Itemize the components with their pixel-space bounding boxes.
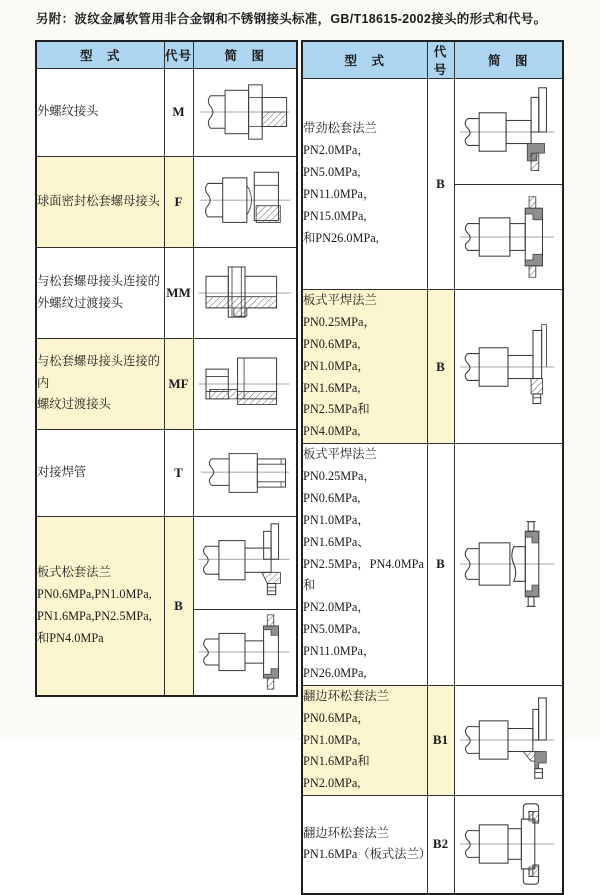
type-line: PN1.6MPa（板式法兰） bbox=[303, 847, 432, 862]
type-line: 带劲松套法兰 bbox=[303, 121, 377, 136]
type-line: 板式平焊法兰 bbox=[303, 447, 377, 462]
male-thread-adapter-diagram bbox=[196, 254, 294, 332]
diagram-cell bbox=[193, 516, 297, 609]
type-cell bbox=[36, 338, 164, 429]
diagram-cell bbox=[193, 429, 297, 516]
plate-loose-flange-bottom-diagram bbox=[196, 613, 294, 691]
type-line: PN2.5MPa，PN4.0MPa和 bbox=[303, 556, 424, 593]
diagram-cell bbox=[193, 156, 297, 247]
header-row bbox=[36, 41, 297, 68]
page-caption: 另附：波纹金属软管用非合金钢和不锈钢接头标准，GB/T18615-2002接头的形式和代号。 bbox=[36, 12, 547, 26]
diagram-cell bbox=[454, 685, 563, 795]
fitting-table-left bbox=[35, 40, 298, 697]
plate-loose-flange-top-diagram bbox=[196, 522, 294, 604]
type-line: 螺纹过渡接头 bbox=[37, 397, 111, 412]
column-header-type: 型 式 bbox=[302, 41, 427, 79]
code-cell: MF bbox=[164, 338, 193, 429]
type-cell bbox=[36, 429, 164, 516]
type-line: 外螺纹接头 bbox=[37, 104, 99, 119]
type-line: 对接焊管 bbox=[37, 464, 87, 479]
code-cell: B bbox=[164, 516, 193, 696]
type-line: PN2.0MPa，PN5.0MPa, bbox=[303, 143, 370, 180]
male-thread-fitting-diagram bbox=[196, 74, 294, 150]
table-row bbox=[36, 156, 297, 247]
butt-weld-pipe-diagram bbox=[196, 436, 294, 510]
type-cell bbox=[302, 444, 427, 686]
type-line: PN1.0MPa，PN1.6MPa、 bbox=[303, 512, 370, 549]
type-cell bbox=[36, 247, 164, 338]
type-line: PN1.0MPa，PN1.6MPa, bbox=[303, 358, 370, 395]
type-line: PN0.25MPa，PN0.6MPa, bbox=[303, 469, 376, 505]
code-cell: B bbox=[427, 290, 454, 444]
code-cell: F bbox=[164, 156, 193, 247]
table-row bbox=[302, 79, 563, 185]
diagram-cell bbox=[193, 609, 297, 696]
diagram-cell bbox=[454, 290, 563, 444]
type-line: 和PN4.0MPa bbox=[37, 630, 104, 645]
lapped-ring-plate-flange-diagram bbox=[458, 800, 558, 888]
type-line: PN0.6MPa,PN1.0MPa, bbox=[37, 586, 152, 601]
table-row bbox=[36, 247, 297, 338]
female-thread-adapter-diagram bbox=[196, 345, 294, 423]
table-row bbox=[302, 290, 563, 444]
type-line: PN11.0MPa，PN15.0MPa, bbox=[303, 187, 376, 223]
column-header-code: 代号 bbox=[164, 41, 193, 68]
table-row bbox=[36, 516, 297, 609]
diagram-cell bbox=[454, 796, 563, 894]
type-line: 与松套螺母接头连接的内 bbox=[37, 353, 160, 390]
type-line: 球面密封松套螺母接头 bbox=[37, 193, 160, 208]
type-line: 翻边环松套法兰 bbox=[303, 688, 390, 703]
type-cell bbox=[302, 685, 427, 795]
lapped-ring-loose-flange-diagram bbox=[458, 696, 558, 784]
type-line: 板式平焊法兰 bbox=[303, 293, 377, 307]
type-line: 翻边环松套法兰 bbox=[303, 825, 390, 840]
type-line: 与松套螺母接头连接的 bbox=[37, 273, 160, 288]
table-row bbox=[36, 68, 297, 156]
type-cell bbox=[36, 516, 164, 696]
type-cell bbox=[36, 156, 164, 247]
neck-loose-flange-top-diagram bbox=[458, 85, 558, 179]
type-line: PN1.6MPa,PN2.5MPa, bbox=[37, 608, 152, 623]
type-line: PN2.5MPa和PN4.0MPa, bbox=[303, 402, 370, 439]
diagram-cell bbox=[454, 444, 563, 686]
type-cell bbox=[36, 68, 164, 156]
diagram-cell bbox=[193, 68, 297, 156]
table-row bbox=[302, 685, 563, 795]
type-cell bbox=[302, 796, 432, 894]
type-line: PN2.0MPa，PN5.0MPa, bbox=[303, 600, 370, 637]
fitting-table-right bbox=[301, 40, 564, 895]
table-row bbox=[302, 444, 563, 686]
type-line: 板式松套法兰 bbox=[37, 565, 111, 579]
sphere-seal-loose-nut-fitting-diagram bbox=[196, 163, 294, 241]
type-line: PN0.25MPa，PN0.6MPa, bbox=[303, 314, 376, 351]
type-line: PN0.6MPa，PN1.0MPa, bbox=[303, 710, 370, 747]
plate-weld-flange-bolted-diagram bbox=[458, 514, 558, 614]
code-cell: MM bbox=[164, 247, 193, 338]
table-row bbox=[36, 338, 297, 429]
code-cell: B2 bbox=[427, 796, 454, 894]
type-line: 外螺纹过渡接头 bbox=[37, 295, 124, 310]
type-line: 和PN26.0MPa, bbox=[303, 230, 379, 245]
neck-loose-flange-bottom-diagram bbox=[458, 191, 558, 283]
diagram-cell bbox=[454, 185, 563, 290]
type-line: PN1.6MPa和PN2.0MPa, bbox=[303, 754, 370, 791]
diagram-cell bbox=[454, 79, 563, 185]
type-line: PN11.0MPa，PN26.0MPa, bbox=[303, 644, 376, 680]
code-cell: B bbox=[427, 79, 454, 290]
column-header-diagram: 简 图 bbox=[193, 41, 297, 68]
table-row bbox=[302, 796, 563, 894]
code-cell: B bbox=[427, 444, 454, 686]
type-cell bbox=[302, 290, 427, 444]
code-cell: B1 bbox=[427, 685, 454, 795]
code-cell: T bbox=[164, 429, 193, 516]
header-row bbox=[302, 41, 563, 79]
column-header-code: 代号 bbox=[427, 41, 454, 79]
type-cell bbox=[302, 79, 427, 290]
diagram-cell bbox=[193, 247, 297, 338]
table-row bbox=[36, 429, 297, 516]
column-header-diagram: 简 图 bbox=[454, 41, 563, 79]
plate-weld-flange-diagram bbox=[458, 322, 558, 412]
column-header-type: 型 式 bbox=[36, 41, 164, 68]
diagram-cell bbox=[193, 338, 297, 429]
code-cell: M bbox=[164, 68, 193, 156]
